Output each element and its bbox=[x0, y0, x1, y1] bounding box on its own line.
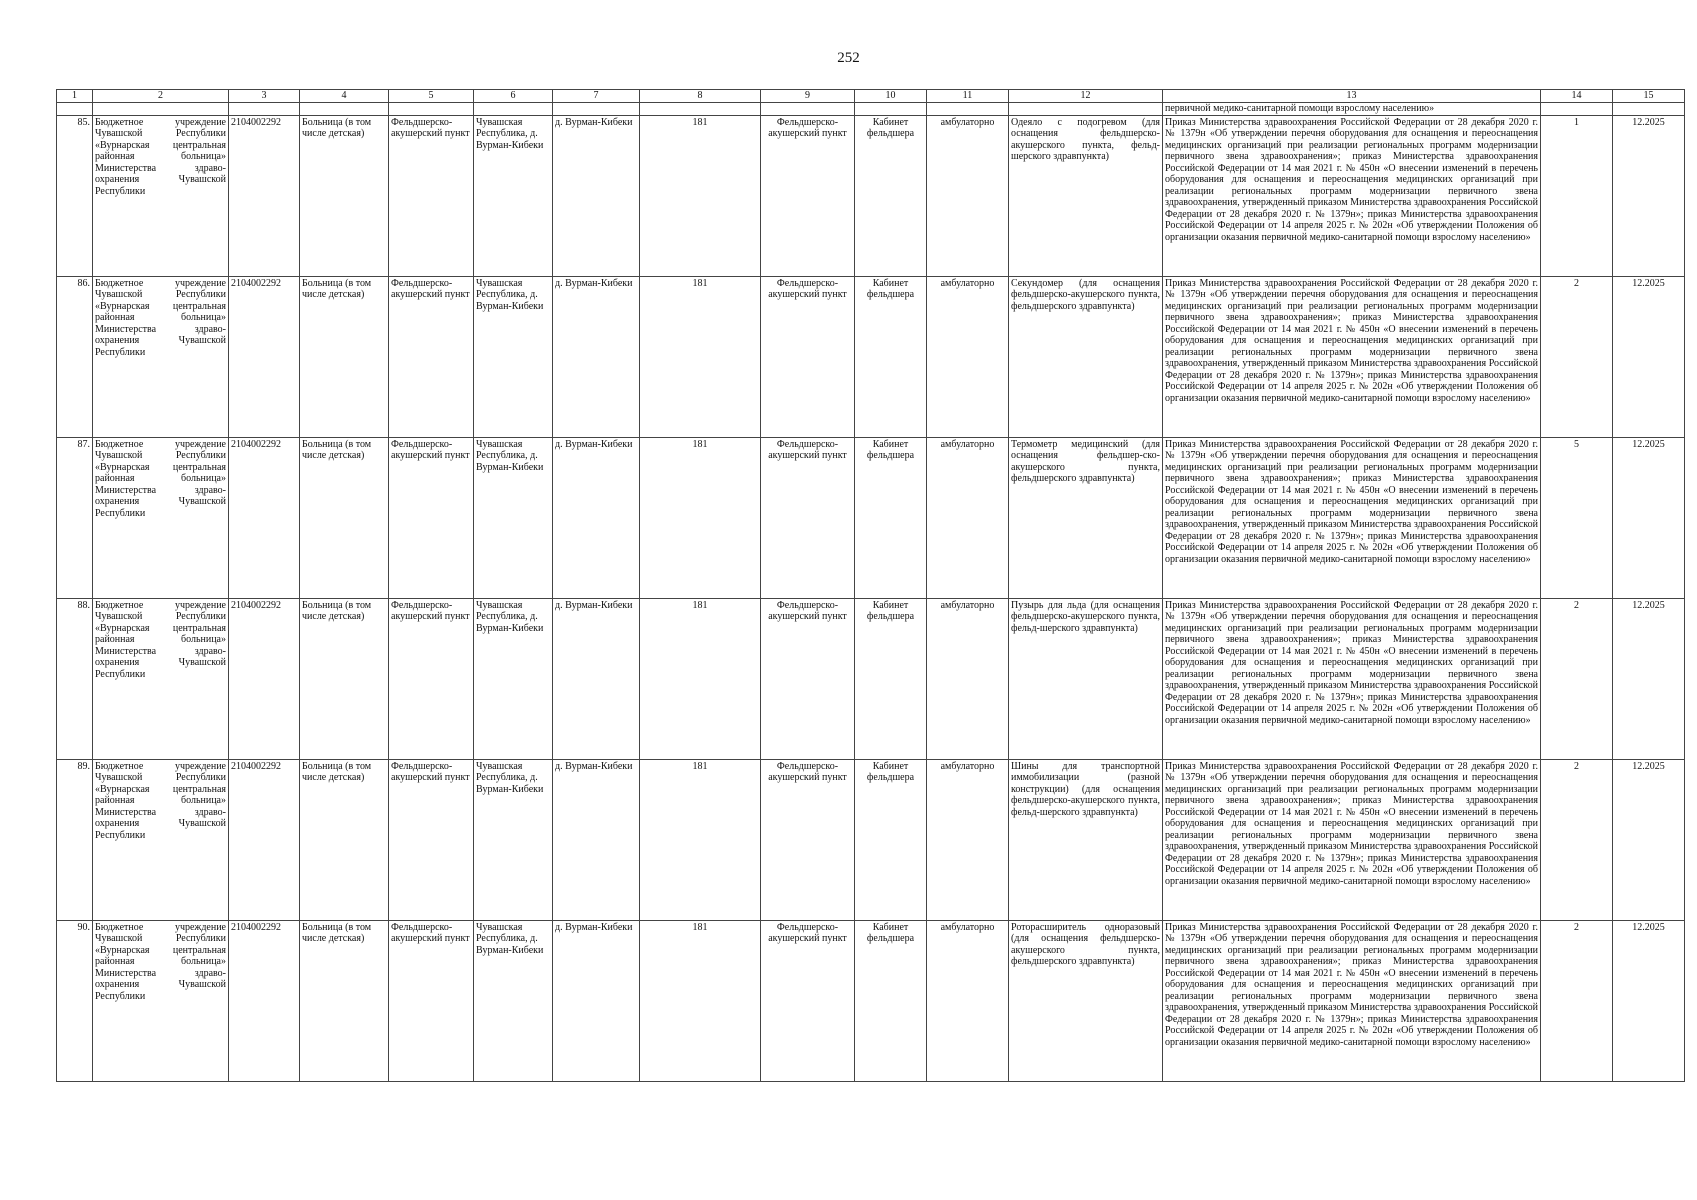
table-row bbox=[57, 920, 1685, 1081]
room-cell: Кабинет фельдшера bbox=[855, 920, 927, 1081]
column-header: 7 bbox=[553, 90, 640, 103]
subdivision-cell: Фельдшерско-акушерский пункт bbox=[761, 759, 855, 920]
continued-order-text: первичной медико-санитарной помощи взрослому населению» bbox=[1163, 103, 1541, 116]
inn-cell: 2104002292 bbox=[229, 920, 300, 1081]
org-type-cell: Больница (в том числе детская) bbox=[300, 920, 389, 1081]
date-cell: 12.2025 bbox=[1613, 920, 1685, 1081]
date-cell: 12.2025 bbox=[1613, 115, 1685, 276]
column-header: 13 bbox=[1163, 90, 1541, 103]
row-number: 88. bbox=[57, 598, 93, 759]
column-header: 4 bbox=[300, 90, 389, 103]
care-form-cell: амбулаторно bbox=[927, 598, 1009, 759]
column-header: 12 bbox=[1009, 90, 1163, 103]
care-form-cell: амбулаторно bbox=[927, 437, 1009, 598]
unit-cell: Фельдшерско-акушерский пункт bbox=[389, 437, 474, 598]
locality-cell: д. Вурман-Кибеки bbox=[553, 759, 640, 920]
org-type-cell: Больница (в том числе детская) bbox=[300, 759, 389, 920]
order-cell: Приказ Министерства здравоохранения Российской Федерации от 28 декабря 2020 г. № 1379н «Об утверждении перечня оборудования для оснащения и переоснащения медицинских организаций при реализации региональных программ модернизации первичного звена здравоохранения»; приказ Министерства здравоохранения Российской Федерации от 14 мая 2021 г. № 450н «О внесении изменений в перечень оборудования для оснащения и переоснащения медицинских организаций при реализации региональных программ модернизации первичного звена здравоохранения, утвержденный приказом Министерства здравоохранения Российской Федерации от 28 декабря 2020 г. № 1379н»; приказ Министерства здравоохранения Российской Федерации от 14 апреля 2025 г. № 202н «Об утверждении Положения об организации оказания первичной медико-санитарной помощи взрослому населению» bbox=[1163, 598, 1541, 759]
inn-cell: 2104002292 bbox=[229, 759, 300, 920]
equipment-cell: Термометр медицинский (для оснащения фельдшер-ско-акушерского пункта, фельдшерского здравпункта) bbox=[1009, 437, 1163, 598]
unit-cell: Фельдшерско-акушерский пункт bbox=[389, 598, 474, 759]
quantity-cell: 1 bbox=[1541, 115, 1613, 276]
code-cell: 181 bbox=[640, 920, 761, 1081]
order-cell: Приказ Министерства здравоохранения Российской Федерации от 28 декабря 2020 г. № 1379н «Об утверждении перечня оборудования для оснащения и переоснащения медицинских организаций при реализации региональных программ модернизации первичного звена здравоохранения»; приказ Министерства здравоохранения Российской Федерации от 14 мая 2021 г. № 450н «О внесении изменений в перечень оборудования для оснащения и переоснащения медицинских организаций при реализации региональных программ модернизации первичного звена здравоохранения, утвержденный приказом Министерства здравоохранения Российской Федерации от 28 декабря 2020 г. № 1379н»; приказ Министерства здравоохранения Российской Федерации от 14 апреля 2025 г. № 202н «Об утверждении Положения об организации оказания первичной медико-санитарной помощи взрослому населению» bbox=[1163, 276, 1541, 437]
row-number: 86. bbox=[57, 276, 93, 437]
row-number: 85. bbox=[57, 115, 93, 276]
column-header: 10 bbox=[855, 90, 927, 103]
code-cell: 181 bbox=[640, 437, 761, 598]
address-cell: Чувашская Республика, д. Вурман-Кибеки bbox=[474, 115, 553, 276]
org-type-cell: Больница (в том числе детская) bbox=[300, 276, 389, 437]
row-number: 89. bbox=[57, 759, 93, 920]
column-header: 15 bbox=[1613, 90, 1685, 103]
column-header: 3 bbox=[229, 90, 300, 103]
subdivision-cell: Фельдшерско-акушерский пункт bbox=[761, 276, 855, 437]
equipment-cell: Секундомер (для оснащения фельдшерско-акушерского пункта, фельдшерского здравпункта) bbox=[1009, 276, 1163, 437]
subdivision-cell: Фельдшерско-акушерский пункт bbox=[761, 920, 855, 1081]
quantity-cell: 2 bbox=[1541, 920, 1613, 1081]
code-cell: 181 bbox=[640, 759, 761, 920]
column-header: 11 bbox=[927, 90, 1009, 103]
organization-cell: Бюджетное учреждение Чувашской Республики «Вурнарская центральная районная больница» Министерства здраво-охранения Чувашской Республики bbox=[93, 598, 229, 759]
column-header: 9 bbox=[761, 90, 855, 103]
row-number: 87. bbox=[57, 437, 93, 598]
locality-cell: д. Вурман-Кибеки bbox=[553, 276, 640, 437]
column-header: 14 bbox=[1541, 90, 1613, 103]
address-cell: Чувашская Республика, д. Вурман-Кибеки bbox=[474, 920, 553, 1081]
page-number: 252 bbox=[837, 50, 860, 66]
inn-cell: 2104002292 bbox=[229, 115, 300, 276]
equipment-cell: Одеяло с подогревом (для оснащения фельдшерско-акушерского пункта, фельд-шерского здравпункта) bbox=[1009, 115, 1163, 276]
room-cell: Кабинет фельдшера bbox=[855, 115, 927, 276]
column-header: 2 bbox=[93, 90, 229, 103]
quantity-cell: 2 bbox=[1541, 598, 1613, 759]
table-row bbox=[57, 759, 1685, 920]
organization-cell: Бюджетное учреждение Чувашской Республики «Вурнарская центральная районная больница» Министерства здраво-охранения Чувашской Республики bbox=[93, 920, 229, 1081]
equipment-cell: Пузырь для льда (для оснащения фельдшерско-акушерского пункта, фельд-шерского здравпункта) bbox=[1009, 598, 1163, 759]
column-header: 1 bbox=[57, 90, 93, 103]
inn-cell: 2104002292 bbox=[229, 276, 300, 437]
quantity-cell: 5 bbox=[1541, 437, 1613, 598]
code-cell: 181 bbox=[640, 276, 761, 437]
locality-cell: д. Вурман-Кибеки bbox=[553, 920, 640, 1081]
org-type-cell: Больница (в том числе детская) bbox=[300, 115, 389, 276]
org-type-cell: Больница (в том числе детская) bbox=[300, 437, 389, 598]
column-number-header-row bbox=[57, 90, 1685, 103]
date-cell: 12.2025 bbox=[1613, 276, 1685, 437]
locality-cell: д. Вурман-Кибеки bbox=[553, 437, 640, 598]
address-cell: Чувашская Республика, д. Вурман-Кибеки bbox=[474, 276, 553, 437]
order-cell: Приказ Министерства здравоохранения Российской Федерации от 28 декабря 2020 г. № 1379н «Об утверждении перечня оборудования для оснащения и переоснащения медицинских организаций при реализации региональных программ модернизации первичного звена здравоохранения»; приказ Министерства здравоохранения Российской Федерации от 14 мая 2021 г. № 450н «О внесении изменений в перечень оборудования для оснащения и переоснащения медицинских организаций при реализации региональных программ модернизации первичного звена здравоохранения, утвержденный приказом Министерства здравоохранения Российской Федерации от 28 декабря 2020 г. № 1379н»; приказ Министерства здравоохранения Российской Федерации от 14 апреля 2025 г. № 202н «Об утверждении Положения об организации оказания первичной медико-санитарной помощи взрослому населению» bbox=[1163, 759, 1541, 920]
quantity-cell: 2 bbox=[1541, 276, 1613, 437]
date-cell: 12.2025 bbox=[1613, 598, 1685, 759]
address-cell: Чувашская Республика, д. Вурман-Кибеки bbox=[474, 598, 553, 759]
code-cell: 181 bbox=[640, 598, 761, 759]
equipment-register-table bbox=[56, 89, 1685, 1082]
room-cell: Кабинет фельдшера bbox=[855, 437, 927, 598]
organization-cell: Бюджетное учреждение Чувашской Республики «Вурнарская центральная районная больница» Министерства здраво-охранения Чувашской Республики bbox=[93, 276, 229, 437]
address-cell: Чувашская Республика, д. Вурман-Кибеки bbox=[474, 437, 553, 598]
date-cell: 12.2025 bbox=[1613, 759, 1685, 920]
subdivision-cell: Фельдшерско-акушерский пункт bbox=[761, 598, 855, 759]
unit-cell: Фельдшерско-акушерский пункт bbox=[389, 276, 474, 437]
subdivision-cell: Фельдшерско-акушерский пункт bbox=[761, 115, 855, 276]
organization-cell: Бюджетное учреждение Чувашской Республики «Вурнарская центральная районная больница» Министерства здраво-охранения Чувашской Республики bbox=[93, 437, 229, 598]
org-type-cell: Больница (в том числе детская) bbox=[300, 598, 389, 759]
unit-cell: Фельдшерско-акушерский пункт bbox=[389, 759, 474, 920]
column-header: 8 bbox=[640, 90, 761, 103]
equipment-cell: Роторасширитель одноразовый (для оснащения фельдшерско-акушерского пункта, фельдшерского здравпункта) bbox=[1009, 920, 1163, 1081]
table-row bbox=[57, 437, 1685, 598]
organization-cell: Бюджетное учреждение Чувашской Республики «Вурнарская центральная районная больница» Министерства здраво-охранения Чувашской Республики bbox=[93, 115, 229, 276]
continuation-row bbox=[57, 103, 1685, 116]
equipment-cell: Шины для транспортной иммобилизации (разной конструкции) (для оснащения фельдшерско-акушерского пункта, фельд-шерского здравпункта) bbox=[1009, 759, 1163, 920]
care-form-cell: амбулаторно bbox=[927, 920, 1009, 1081]
code-cell: 181 bbox=[640, 115, 761, 276]
order-cell: Приказ Министерства здравоохранения Российской Федерации от 28 декабря 2020 г. № 1379н «Об утверждении перечня оборудования для оснащения и переоснащения медицинских организаций при реализации региональных программ модернизации первичного звена здравоохранения»; приказ Министерства здравоохранения Российской Федерации от 14 мая 2021 г. № 450н «О внесении изменений в перечень оборудования для оснащения и переоснащения медицинских организаций при реализации региональных программ модернизации первичного звена здравоохранения, утвержденный приказом Министерства здравоохранения Российской Федерации от 28 декабря 2020 г. № 1379н»; приказ Министерства здравоохранения Российской Федерации от 14 апреля 2025 г. № 202н «Об утверждении Положения об организации оказания первичной медико-санитарной помощи взрослому населению» bbox=[1163, 115, 1541, 276]
row-number: 90. bbox=[57, 920, 93, 1081]
inn-cell: 2104002292 bbox=[229, 598, 300, 759]
subdivision-cell: Фельдшерско-акушерский пункт bbox=[761, 437, 855, 598]
room-cell: Кабинет фельдшера bbox=[855, 759, 927, 920]
care-form-cell: амбулаторно bbox=[927, 276, 1009, 437]
quantity-cell: 2 bbox=[1541, 759, 1613, 920]
inn-cell: 2104002292 bbox=[229, 437, 300, 598]
order-cell: Приказ Министерства здравоохранения Российской Федерации от 28 декабря 2020 г. № 1379н «Об утверждении перечня оборудования для оснащения и переоснащения медицинских организаций при реализации региональных программ модернизации первичного звена здравоохранения»; приказ Министерства здравоохранения Российской Федерации от 14 мая 2021 г. № 450н «О внесении изменений в перечень оборудования для оснащения и переоснащения медицинских организаций при реализации региональных программ модернизации первичного звена здравоохранения, утвержденный приказом Министерства здравоохранения Российской Федерации от 28 декабря 2020 г. № 1379н»; приказ Министерства здравоохранения Российской Федерации от 14 апреля 2025 г. № 202н «Об утверждении Положения об организации оказания первичной медико-санитарной помощи взрослому населению» bbox=[1163, 437, 1541, 598]
column-header: 6 bbox=[474, 90, 553, 103]
address-cell: Чувашская Республика, д. Вурман-Кибеки bbox=[474, 759, 553, 920]
care-form-cell: амбулаторно bbox=[927, 759, 1009, 920]
locality-cell: д. Вурман-Кибеки bbox=[553, 598, 640, 759]
table-row bbox=[57, 276, 1685, 437]
order-cell: Приказ Министерства здравоохранения Российской Федерации от 28 декабря 2020 г. № 1379н «Об утверждении перечня оборудования для оснащения и переоснащения медицинских организаций при реализации региональных программ модернизации первичного звена здравоохранения»; приказ Министерства здравоохранения Российской Федерации от 14 мая 2021 г. № 450н «О внесении изменений в перечень оборудования для оснащения и переоснащения медицинских организаций при реализации региональных программ модернизации первичного звена здравоохранения, утвержденный приказом Министерства здравоохранения Российской Федерации от 28 декабря 2020 г. № 1379н»; приказ Министерства здравоохранения Российской Федерации от 14 апреля 2025 г. № 202н «Об утверждении Положения об организации оказания первичной медико-санитарной помощи взрослому населению» bbox=[1163, 920, 1541, 1081]
locality-cell: д. Вурман-Кибеки bbox=[553, 115, 640, 276]
room-cell: Кабинет фельдшера bbox=[855, 598, 927, 759]
table-row bbox=[57, 598, 1685, 759]
table-row bbox=[57, 115, 1685, 276]
date-cell: 12.2025 bbox=[1613, 437, 1685, 598]
unit-cell: Фельдшерско-акушерский пункт bbox=[389, 920, 474, 1081]
room-cell: Кабинет фельдшера bbox=[855, 276, 927, 437]
unit-cell: Фельдшерско-акушерский пункт bbox=[389, 115, 474, 276]
care-form-cell: амбулаторно bbox=[927, 115, 1009, 276]
column-header: 5 bbox=[389, 90, 474, 103]
organization-cell: Бюджетное учреждение Чувашской Республики «Вурнарская центральная районная больница» Министерства здраво-охранения Чувашской Республики bbox=[93, 759, 229, 920]
